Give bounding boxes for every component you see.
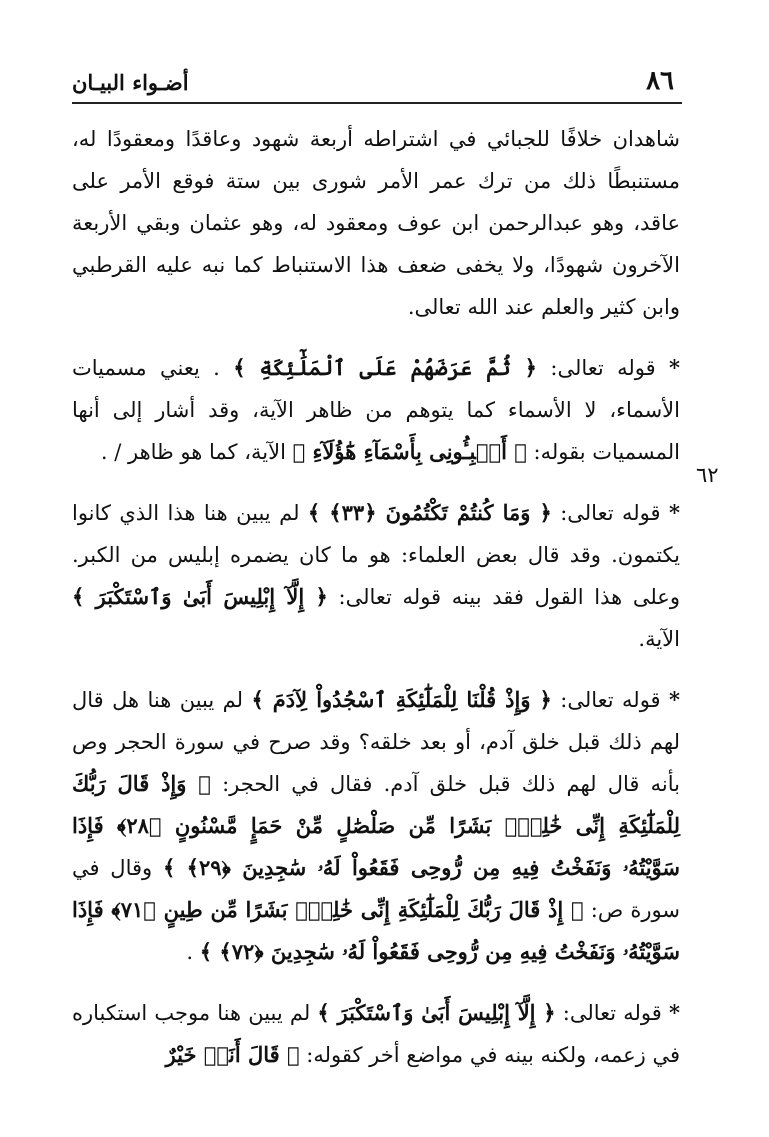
quran-verse: ﴿ إِلَّآ إِبْلِيسَ أَبَىٰ وَٱسْتَكْبَرَ ﴾	[317, 1000, 556, 1025]
quran-verse: ﴿ ثُمَّ عَرَضَهُمْ عَلَى ٱلْمَلَٰٓئِكَةِ ﴾	[233, 355, 537, 380]
page-header	[72, 60, 682, 104]
page-number: ٨٦	[646, 66, 674, 96]
paragraph-text: وقال في سورة ص:	[72, 856, 680, 922]
quran-verse: ﴿ إِلَّآ إِبْلِيسَ أَبَىٰ وَٱسْتَكْبَرَ ﴾	[72, 584, 328, 609]
paragraph-tail: الآية.	[638, 627, 680, 651]
paragraph-text: شاهدان خلافًا للجبائي في اشتراطه أربعة شهود وعاقدًا ومعقودًا له، مستنبطًا ذلك من ترك عمر الأمر شورى بين ستة فوقع الأمر على عاقد، وهو عبدالرحمن ابن عوف ومعقود له، وهو عثمان وبقي الأربعة الآخرون شهودًا، ولا يخفى ضعف هذا الاستنباط كما نبه عليه القرطبي وابن كثير والعلم عند الله تعالى.	[72, 127, 680, 319]
paragraph-4	[72, 679, 680, 973]
running-title: أضـواء البيـان	[72, 70, 189, 95]
asterisk-marker: *	[669, 500, 680, 525]
quran-verse: ﴿ وَإِذْ قُلْنَا لِلْمَلَٰٓئِكَةِ ٱسْجُدُواْ لِآدَمَ ﴾	[251, 687, 552, 712]
verse-intro: قوله تعالى:	[560, 688, 661, 712]
paragraph-text: لم يبين هنا هل قال لهم ذلك قبل خلق آدم، أو بعد خلقه؟ وقد صرح في سورة الحجر وص بأنه قال لهم ذلك قبل خلق آدم. فقال في الحجر:	[72, 688, 680, 796]
page-body	[72, 118, 680, 1095]
paragraph-3	[72, 492, 680, 660]
verse-intro: قوله تعالى:	[562, 1001, 662, 1025]
paragraph-text: . يعني مسميات الأسماء، لا الأسماء كما يتوهم من ظاهر الآية، وقد أشار إلى أنها المسميات بقوله:	[72, 356, 680, 464]
asterisk-marker: *	[669, 355, 680, 380]
paragraph-1	[72, 118, 680, 328]
quran-verse: ﴿ إِذْ قَالَ رَبُّكَ لِلْمَلَٰٓئِكَةِ إِنِّى خَٰلِقٌۢ بَشَرًا مِّن طِينٍ ﴿٧١﴾ فَإِذَا سَوَّيْتُهُۥ وَنَفَخْتُ فِيهِ مِن رُّوحِى فَقَعُواْ لَهُۥ سَٰجِدِينَ ﴿٧٢﴾ ﴾	[72, 897, 680, 964]
paragraph-tail: .	[186, 940, 194, 964]
paragraph-tail: الآية، كما هو ظاهر / .	[100, 440, 286, 464]
paragraph-text: لم يبين هنا موجب استكباره في زعمه، ولكنه بينه في مواضع أخر كقوله:	[72, 1001, 680, 1067]
asterisk-marker: *	[668, 1000, 680, 1025]
asterisk-marker: *	[669, 687, 680, 712]
quran-verse: ﴿ وَمَا كُنتُمْ تَكْتُمُونَ ﴿٣٣﴾ ﴾	[307, 500, 552, 525]
quran-verse: ﴿ قَالَ أَنَا۠ خَيْرٌ	[165, 1042, 300, 1067]
verse-intro: قوله تعالى:	[560, 501, 661, 525]
quran-verse: ﴿ أَنۢبِـُٔونِى بِأَسْمَآءِ هَٰٓؤُلَآءِ ﴾	[292, 439, 527, 464]
quran-verse: ﴿ وَإِذْ قَالَ رَبُّكَ لِلْمَلَٰٓئِكَةِ إِنِّى خَٰلِقٌۢ بَشَرًا مِّن صَلْصَٰلٍ مِّنْ حَمَإٍ مَّسْنُونٍ ﴿٢٨﴾ فَإِذَا سَوَّيْتُهُۥ وَنَفَخْتُ فِيهِ مِن رُّوحِى فَقَعُواْ لَهُۥ سَٰجِدِينَ ﴿٢٩﴾ ﴾	[72, 771, 680, 880]
paragraph-2	[72, 347, 680, 473]
verse-intro: قوله تعالى:	[550, 356, 656, 380]
margin-page-reference: ٦٢	[696, 463, 719, 487]
paragraph-5	[72, 992, 680, 1076]
paragraph-text: لم يبين هنا هذا الذي كانوا يكتمون. وقد قال بعض العلماء: هو ما كان يضمره إبليس من الكبر. وعلى هذا القول فقد بينه قوله تعالى:	[72, 501, 680, 609]
